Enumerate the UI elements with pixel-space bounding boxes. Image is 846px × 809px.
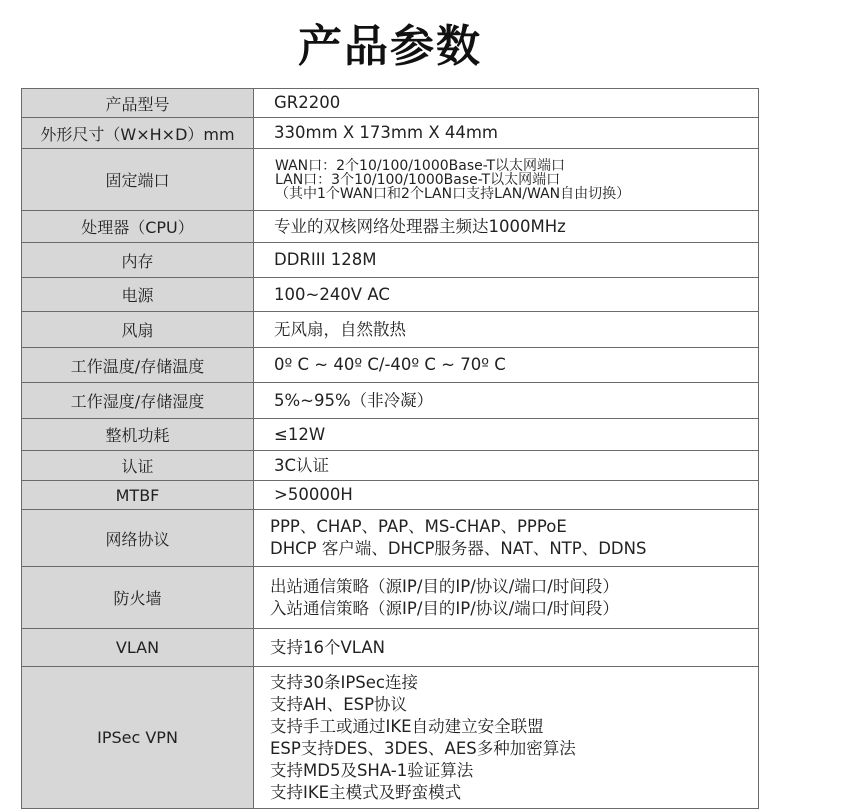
row-value [254, 451, 759, 481]
row-label: IPSec VPN [22, 667, 254, 809]
table-row [22, 278, 759, 312]
table-row [22, 567, 759, 629]
row-label: 外形尺寸（W×H×D）mm [22, 118, 254, 149]
row-value [254, 89, 759, 118]
table-row [22, 312, 759, 348]
table-row [22, 451, 759, 481]
table-row [22, 481, 759, 510]
value-line: （其中1个WAN口和2个LAN口支持LAN/WAN自由切换） [275, 185, 631, 202]
value-line: 3C认证 [274, 455, 330, 475]
table-row [22, 149, 759, 211]
value-line: 支持IKE主模式及野蛮模式 [270, 782, 462, 802]
row-label: 风扇 [22, 312, 254, 348]
value-line: 0º C ~ 40º C/-40º C ~ 70º C [274, 355, 506, 374]
row-value [254, 567, 759, 629]
row-label: 产品型号 [22, 89, 254, 118]
row-value [254, 510, 759, 567]
row-value [254, 278, 759, 312]
table-row [22, 118, 759, 149]
value-line: PPP、CHAP、PAP、MS-CHAP、PPPoE [270, 517, 567, 536]
table-row [22, 211, 759, 243]
row-label: MTBF [22, 481, 254, 510]
row-label: 内存 [22, 243, 254, 278]
value-line: 支持MD5及SHA-1验证算法 [270, 760, 474, 780]
value-line: 支持手工或通过IKE自动建立安全联盟 [270, 716, 544, 736]
row-value [254, 383, 759, 419]
spec-table [21, 88, 759, 809]
row-value [254, 419, 759, 451]
row-label: 网络协议 [22, 510, 254, 567]
value-line: DDRIII 128M [274, 250, 377, 269]
page-title: 产品参数 [298, 21, 482, 72]
row-label: 整机功耗 [22, 419, 254, 451]
value-line: DHCP 客户端、DHCP服务器、NAT、NTP、DDNS [270, 539, 647, 558]
value-line: ESP支持DES、3DES、AES多种加密算法 [270, 738, 576, 758]
table-row [22, 419, 759, 451]
row-label: 电源 [22, 278, 254, 312]
value-line: 5%~95%（非冷凝） [274, 390, 434, 410]
value-line: LAN口：3个10/100/1000Base-T以太网端口 [275, 171, 561, 188]
value-line: 100~240V AC [274, 284, 390, 304]
row-label: 处理器（CPU） [22, 211, 254, 243]
value-line: 330mm X 173mm X 44mm [274, 123, 499, 142]
row-value [254, 312, 759, 348]
value-line: WAN口：2个10/100/1000Base-T以太网端口 [275, 157, 566, 174]
row-value [254, 629, 759, 667]
table-row [22, 510, 759, 567]
value-line: GR2200 [274, 93, 341, 112]
table-row [22, 243, 759, 278]
row-label: 工作温度/存储温度 [22, 348, 254, 383]
value-line: >50000H [274, 485, 353, 504]
row-value [254, 211, 759, 243]
row-value [254, 118, 759, 149]
value-line: 出站通信策略（源IP/目的IP/协议/端口/时间段） [270, 576, 619, 596]
value-line: 支持AH、ESP协议 [270, 694, 408, 714]
row-label: 认证 [22, 451, 254, 481]
table-row [22, 383, 759, 419]
row-label: VLAN [22, 629, 254, 667]
table-row [22, 89, 759, 118]
row-value [254, 481, 759, 510]
value-line: ≤12W [274, 424, 326, 444]
table-row [22, 629, 759, 667]
value-line: 无风扇，自然散热 [274, 319, 406, 339]
row-label: 防火墙 [22, 567, 254, 629]
row-value [254, 149, 759, 211]
row-value [254, 667, 759, 809]
row-label: 固定端口 [22, 149, 254, 211]
row-value [254, 348, 759, 383]
table-row [22, 667, 759, 809]
value-line: 入站通信策略（源IP/目的IP/协议/端口/时间段） [270, 598, 619, 618]
row-label: 工作湿度/存储湿度 [22, 383, 254, 419]
value-line: 支持16个VLAN [270, 637, 385, 657]
value-line: 支持30条IPSec连接 [270, 672, 419, 692]
table-row [22, 348, 759, 383]
row-value [254, 243, 759, 278]
value-line: 专业的双核网络处理器主频达1000MHz [274, 216, 566, 236]
